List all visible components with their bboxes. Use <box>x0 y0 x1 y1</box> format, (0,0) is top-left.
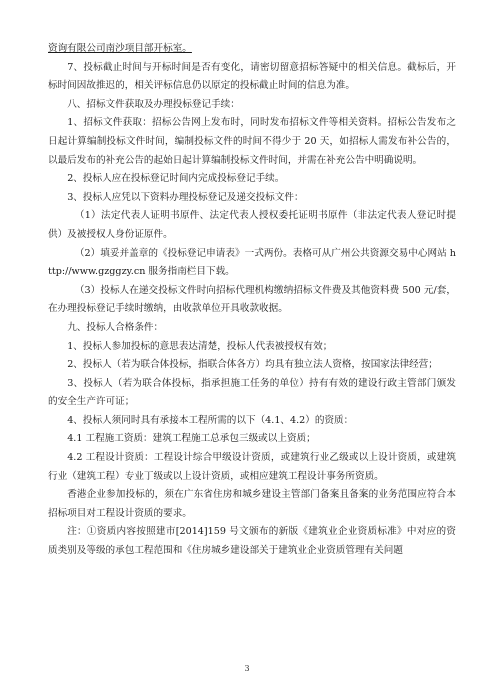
paragraph: 4.1 工程施工资质：建筑工程施工总承包三级或以上资质； <box>67 433 316 445</box>
paragraph: 4.2 工程设计资质：工程设计综合甲级设计资质，或建筑行业乙级或以上设计资质，或建筑行业（建筑工程）专业丁级或以上设计资质，或相应建筑工程设计事务所资质。 <box>48 452 456 482</box>
document-body <box>48 40 456 561</box>
paragraph: （3）投标人在递交投标文件时向招标代理机构缴纳招标文件费及其他资料费 500 元/套，在办理投标登记手续时缴纳，由收款单位开具收款收据。 <box>48 284 456 315</box>
paragraph: 4、投标人须同时具有承接本工程所需的以下（4.1、4.2）的资质： <box>67 414 354 426</box>
page-number: 3 <box>244 664 250 673</box>
paragraph: 资询有限公司南沙项目部开标室。 <box>48 43 192 54</box>
paragraph: 2、投标人（若为联合体投标，指联合体各方）均具有独立法人资格，按国家法律经营； <box>67 359 438 371</box>
paragraph: 八、招标文件获取及办理投标登记手续： <box>67 98 240 110</box>
paragraph: 1、投标人参加投标的意思表达清楚，投标人代表被授权有效； <box>67 340 333 352</box>
paragraph: 3、投标人（若为联合体投标，指承担施工任务的单位）持有有效的建设行政主管部门颁发的安全生产许可证； <box>48 377 456 408</box>
paragraph: （2）填妥并盖章的《投标登记申请表》一式两份。表格可从广州公共资源交易中心网站 http://www.gzggzy.cn 服务指南栏目下载。 <box>48 247 456 278</box>
paragraph: 九、投标人合格条件： <box>67 321 164 333</box>
paragraph: 香港企业参加投标的，须在广东省住房和城乡建设主管部门备案且备案的业务范围应符合本招标项目对工程设计资质的要求。 <box>48 489 456 519</box>
paragraph: 注：①资质内容按照建市[2014]159 号文颁布的新版《建筑业企业资质标准》中对应的资质类别及等级的承包工程范围和《住房城乡建设部关于建筑业企业资质管理有关问题 <box>48 526 456 557</box>
paragraph: 2、投标人应在投标登记时间内完成投标登记手续。 <box>67 173 285 185</box>
paragraph: 7、投标截止时间与开标时间是否有变化，请密切留意招标答疑中的相关信息。截标后，开标时间因故推迟的，相关评标信息仍以原定的投标截止时间的信息为准。 <box>48 61 456 92</box>
paragraph: 3、投标人应凭以下资料办理投标登记及递交投标文件： <box>67 191 304 203</box>
paragraph: 1、招标文件获取：招标公告网上发布时，同时发布招标文件等相关资料。招标公告发布之日起计算编制投标文件时间，编制投标文件的时间不得少于 20 天，如招标人需发布补公告的，以最后发布的补充公告的起始日起计算编制投标文件时间，并需在补充公告中明确说明。 <box>48 117 456 166</box>
paragraph: （1）法定代表人证明书原件、法定代表人授权委托证明书原件（非法定代表人登记时提供）及被授权人身份证原件。 <box>48 210 456 240</box>
